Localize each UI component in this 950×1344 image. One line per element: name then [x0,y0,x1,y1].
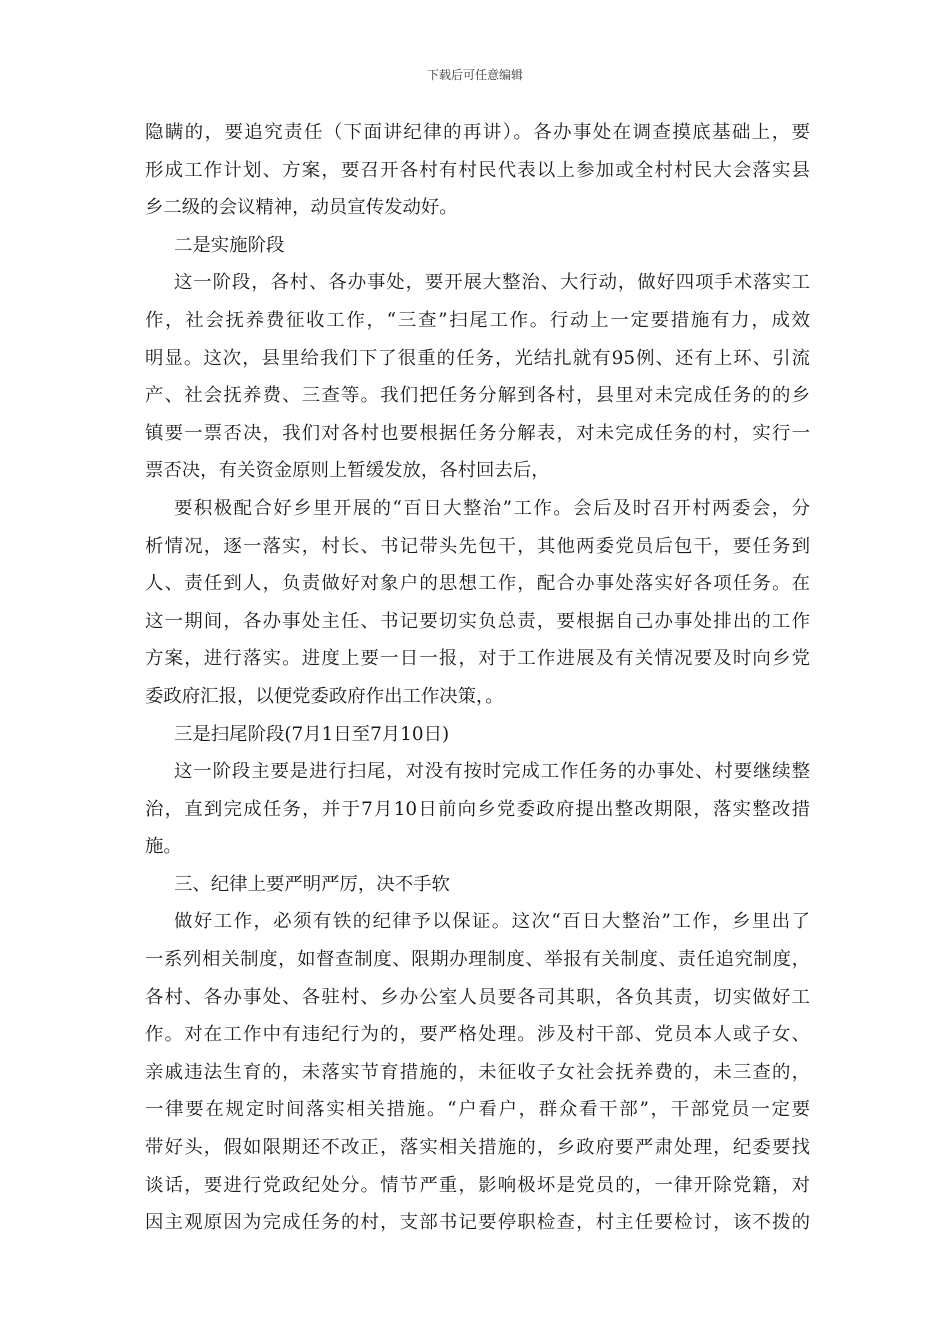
paragraph-line: 亲戚违法生育的，未落实节育措施的，未征收子女社会抚养费的，未三查的， [145,1061,810,1083]
paragraph-line: 形成工作计划、方案，要召开各村有村民代表以上参加或全村村民大会落实县 [145,159,810,181]
paragraph-line: 做好工作，必须有铁的纪律予以保证。这次“百日大整治”工作，乡里出了 [174,911,810,933]
section-heading: 三、纪律上要严明严厉，决不手软 [174,873,450,895]
paragraph-line: 乡二级的会议精神，动员宣传发动好。 [145,197,458,219]
paragraph-line: 一律要在规定时间落实相关措施。“户看户，群众看干部”，干部党员一定要 [145,1099,810,1121]
paragraph-line: 作，社会抚养费征收工作，“三查”扫尾工作。行动上一定要措施有力，成效 [145,309,810,331]
paragraph-line: 施。 [145,836,182,858]
paragraph-line: 治，直到完成任务，并于7月10日前向乡党委政府提出整改期限，落实整改措 [145,798,810,820]
paragraph-line: 谈话，要进行党政纪处分。情节严重，影响极坏是党员的，一律开除党籍，对 [145,1174,810,1196]
paragraph-line: 镇要一票否决，我们对各村也要根据任务分解表，对未完成任务的村，实行一 [145,422,810,444]
paragraph-line: 析情况，逐一落实，村长、书记带头先包干，其他两委党员后包干，要任务到 [145,535,810,557]
section-heading: 二是实施阶段 [174,234,285,256]
paragraph-line: 委政府汇报，以便党委政府作出工作决策，。 [145,685,504,707]
paragraph-line: 这一期间，各办事处主任、书记要切实负总责，要根据自己办事处排出的工作 [145,610,810,632]
paragraph-line: 产、社会抚养费、三查等。我们把任务分解到各村，县里对未完成任务的的乡 [145,385,810,407]
paragraph-line: 各村、各办事处、各驻村、乡办公室人员要各司其职，各负其责，切实做好工 [145,986,810,1008]
paragraph-line: 作。对在工作中有违纪行为的，要严格处理。涉及村干部、党员本人或子女、 [145,1024,810,1046]
page-header: 下载后可任意编辑 [426,68,523,82]
paragraph-line: 这一阶段，各村、各办事处，要开展大整治、大行动，做好四项手术落实工 [174,272,810,294]
paragraph-line: 要积极配合好乡里开展的“百日大整治”工作。会后及时召开村两委会，分 [174,497,810,519]
paragraph-line: 这一阶段主要是进行扫尾，对没有按时完成工作任务的办事处、村要继续整 [174,761,810,783]
paragraph-line: 方案，进行落实。进度上要一日一报，对于工作进展及有关情况要及时向乡党 [145,648,810,670]
paragraph-line: 明显。这次，县里给我们下了很重的任务，光结扎就有95例、还有上环、引流 [145,347,810,369]
paragraph-line: 带好头，假如限期还不改正，落实相关措施的，乡政府要严肃处理，纪委要找 [145,1137,810,1159]
paragraph-line: 因主观原因为完成任务的村，支部书记要停职检查，村主任要检讨，该不拨的 [145,1212,810,1234]
paragraph-line: 隐瞒的，要追究责任（下面讲纪律的再讲）。各办事处在调查摸底基础上，要 [145,122,810,143]
paragraph-line: 票否决，有关资金原则上暂缓发放，各村回去后， [145,460,550,482]
section-heading: 三是扫尾阶段(7月1日至7月10日) [174,723,450,745]
paragraph-line: 人、责任到人，负责做好对象户的思想工作，配合办事处落实好各项任务。在 [145,573,810,595]
paragraph-line: 一系列相关制度，如督查制度、限期办理制度、举报有关制度、责任追究制度， [145,949,810,971]
document-body [145,114,810,1242]
